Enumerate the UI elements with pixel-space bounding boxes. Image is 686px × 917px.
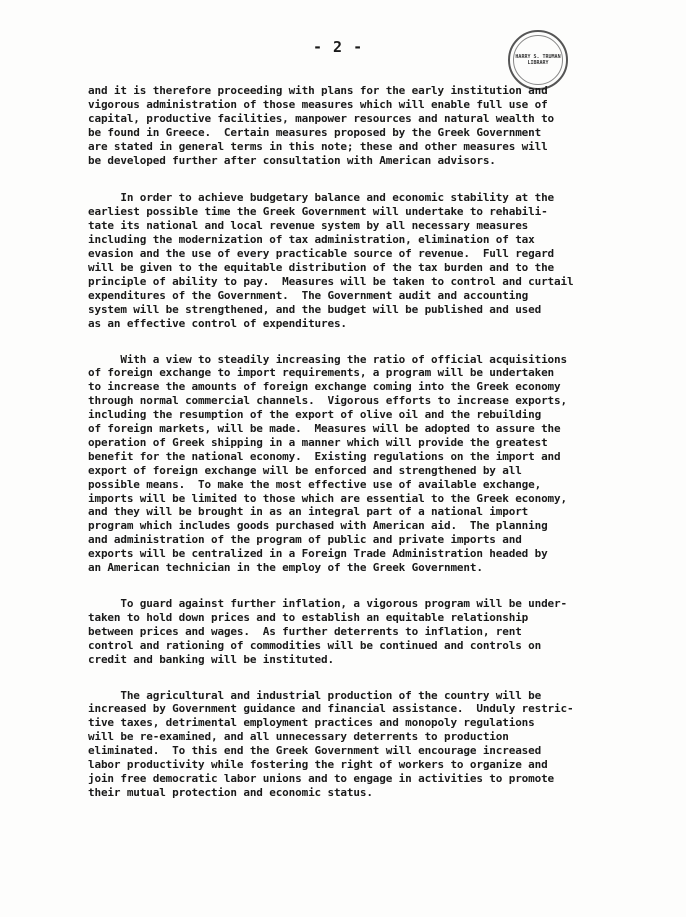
paragraph-budget: In order to achieve budgetary balance and economic stability at the earliest possible time the Greek Government will undertake to rehabili- tate its national and local revenue system by all necessary measures including the modernization of tax administration, elimination of tax evasion and the use of every practicable source of revenue. Full regard will be given to the equitable distribution of the tax burden and to the principle of ability to pay. Measures will be taken to control and curtail expenditures of the Government. The Government audit and accounting system will be strengthened, and the budget will be published and used as an effective control of expenditures. [88,191,574,330]
library-stamp-text: HARRY S. TRUMAN LIBRARY [515,54,561,66]
paragraph-intro: and it is therefore proceeding with plans for the early institution and vigorous administration of those measures which will enable full use of capital, productive facilities, manpower resources and natural wealth to be found in Greece. Certain measures proposed by the Greek Government are stated in general terms in this note; these and other measures will be developed further after consultation with American advisors. [88,84,555,167]
page-number: - 2 - [313,38,364,56]
paragraph-production: The agricultural and industrial production of the country will be increased by Government guidance and financial assistance. Unduly restric- tive taxes, detrimental employment practices and monopoly regulations will be re-examined, and all unnecessary deterrents to production eliminated. To this end the Greek Government will encourage increased labor productivity while fostering the right of workers to organize and join free democratic labor unions and to engage in activities to promote their mutual protection and economic status. [88,688,574,799]
library-stamp [508,30,568,90]
paragraph-foreign-exchange: With a view to steadily increasing the ratio of official acquisitions of foreign exchange to import requirements, a program will be undertaken to increase the amounts of foreign exchange coming into the Greek economy through normal commercial channels. Vigorous efforts to increase exports, including the resumption of the export of olive oil and the rebuilding of foreign markets, will be made. Measures will be adopted to assure the operation of Greek shipping in a manner which will provide the greatest benefit for the national economy. Existing regulations on the import and export of foreign exchange will be enforced and strengthened by all possible means. To make the most effective use of available exchange, imports will be limited to those which are essential to the Greek economy, and they will be brought in as an integral part of a national import program which includes goods purchased with American aid. The planning and administration of the program of public and private imports and exports will be centralized in a Foreign Trade Administration headed by an American technician in the employ of the Greek Government. [88,352,567,575]
paragraph-inflation: To guard against further inflation, a vigorous program will be under- taken to hold down prices and to establish an equitable relationship between prices and wages. As further deterrents to inflation, rent control and rationing of commodities will be continued and controls on credit and banking will be instituted. [88,597,567,666]
document-body [88,84,628,822]
